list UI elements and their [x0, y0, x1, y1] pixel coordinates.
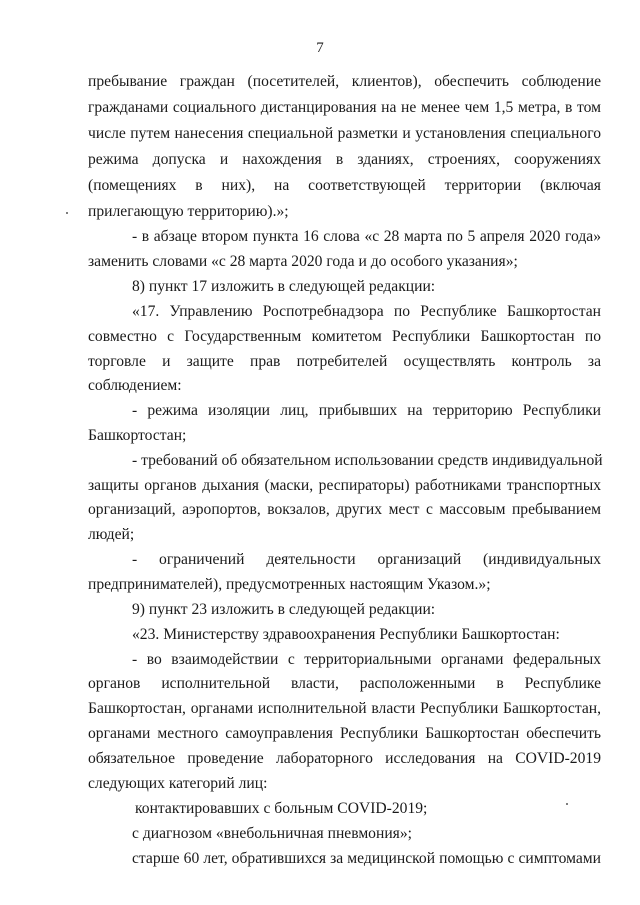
- text-line: - во взаимодействии с территориальными органами федеральных: [132, 651, 601, 668]
- text-line: «23. Министерству здравоохранения Республики Башкортостан:: [132, 626, 560, 643]
- text-line: - в абзаце втором пункта 16 слова «с 28 марта по 5 апреля 2020 года»: [132, 228, 601, 245]
- text-line: Башкортостан, органами исполнительной власти Республики Башкортостан,: [88, 700, 601, 717]
- text-line: прилегающую территорию).»;: [88, 203, 289, 220]
- text-line: пребывание граждан (посетителей, клиентов), обеспечить соблюдение: [88, 73, 601, 90]
- text-line: обязательное проведение лабораторного исследования на COVID-2019: [88, 750, 601, 767]
- text-line: следующих категорий лиц:: [88, 775, 268, 792]
- text-line: «17. Управлению Роспотребнадзора по Республике Башкортостан: [132, 303, 601, 320]
- text-line: людей;: [88, 526, 135, 543]
- text-line: 8) пункт 17 изложить в следующей редакции:: [132, 278, 436, 295]
- text-line: - режима изоляции лиц, прибывших на территорию Республики: [132, 402, 601, 419]
- text-line: гражданами социального дистанцирования на не менее чем 1,5 метра, в том: [88, 99, 601, 116]
- text-line: 9) пункт 23 изложить в следующей редакции:: [132, 601, 436, 618]
- text-line: - ограничений деятельности организаций (индивидуальных: [132, 551, 601, 568]
- text-line: контактировавших с больным COVID-2019;: [135, 800, 428, 817]
- text-line: органов исполнительной власти, расположенными в Республике: [88, 675, 601, 692]
- text-line: заменить словами «с 28 марта 2020 года и до особого указания»;: [88, 253, 518, 270]
- text-line: старше 60 лет, обратившихся за медицинской помощью с симптомами: [132, 850, 601, 867]
- page-number: 7: [316, 40, 324, 56]
- text-line: совместно с Государственным комитетом Республики Башкортостан по: [88, 328, 601, 345]
- scan-speck: [566, 803, 568, 805]
- text-line: защиты органов дыхания (маски, респираторы) работниками транспортных: [88, 477, 601, 494]
- text-line: числе путем нанесения специальной разметки и установления специального: [88, 125, 601, 142]
- text-line: режима допуска и нахождения в зданиях, строениях, сооружениях: [88, 151, 601, 168]
- text-line: торговле и защите прав потребителей осуществлять контроль за: [88, 353, 601, 370]
- text-line: Башкортостан;: [88, 427, 187, 444]
- text-line: органами местного самоуправления Республики Башкортостан обеспечить: [88, 725, 601, 742]
- text-line: (помещениях в них), на соответствующей территории (включая: [88, 177, 601, 194]
- scan-speck: [66, 212, 68, 214]
- text-line: - требований об обязательном использовании средств индивидуальной: [132, 452, 603, 469]
- text-line: организаций, аэропортов, вокзалов, других мест с массовым пребыванием: [88, 501, 601, 518]
- text-line: с диагнозом «внебольничная пневмония»;: [132, 825, 412, 842]
- text-line: соблюдением:: [88, 377, 182, 394]
- text-line: предпринимателей), предусмотренных настоящим Указом.»;: [88, 576, 491, 593]
